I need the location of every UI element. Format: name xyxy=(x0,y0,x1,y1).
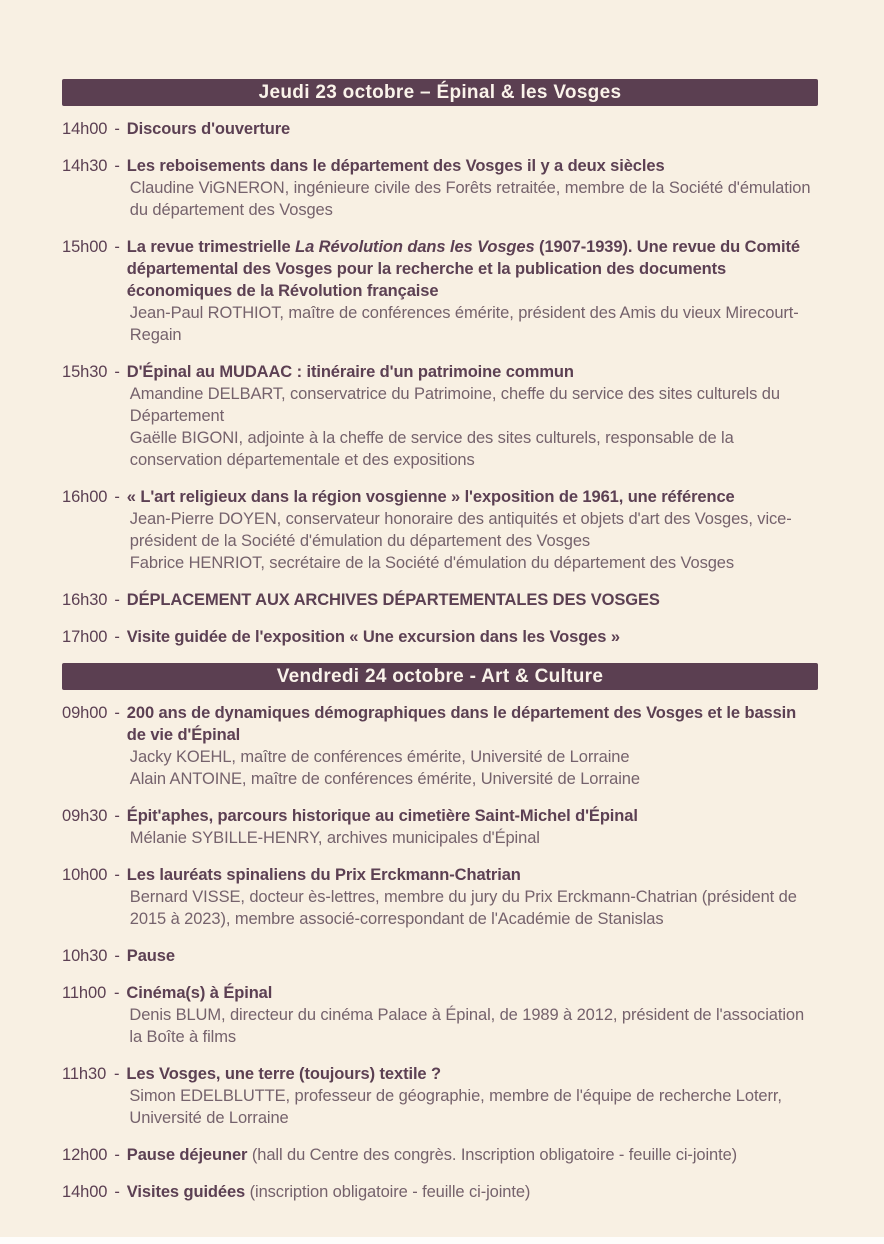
session-title-run: Les reboisements dans le département des Vosges il y a deux siècles xyxy=(126,157,665,175)
item-content xyxy=(127,486,818,574)
session-title-run: Épit'aphes, parcours historique au cimetière Saint-Michel d'Épinal xyxy=(126,807,638,825)
session-title xyxy=(127,155,818,177)
schedule-item xyxy=(62,155,818,221)
session-title xyxy=(127,589,818,611)
session-title xyxy=(127,236,818,302)
time-title-separator: - xyxy=(114,704,120,722)
speaker-line: Simon EDELBLUTTE, professeur de géographie, membre de l'équipe de recherche Loterr, Université de Lorraine xyxy=(129,1087,782,1127)
time-title-separator: - xyxy=(114,238,120,256)
time-title-separator: - xyxy=(114,807,120,825)
day-list xyxy=(62,79,818,1203)
session-title-run: Visites guidées xyxy=(126,1183,246,1201)
time-title-separator: - xyxy=(114,1146,120,1164)
item-content xyxy=(127,361,818,471)
item-content xyxy=(126,1063,818,1129)
schedule-item xyxy=(62,236,818,346)
schedule-item xyxy=(62,626,818,648)
speaker-line: Amandine DELBART, conservatrice du Patrimoine, cheffe du service des sites culturels du Département xyxy=(129,385,780,425)
session-title xyxy=(127,702,818,746)
session-title xyxy=(127,118,818,140)
item-content xyxy=(127,236,818,346)
time-title-separator: - xyxy=(114,120,120,138)
session-title xyxy=(126,982,818,1004)
item-content xyxy=(127,945,818,967)
time-label: 15h00 xyxy=(62,238,108,256)
schedule-item xyxy=(62,1063,818,1129)
item-content xyxy=(126,982,818,1048)
time-title-separator: - xyxy=(114,1183,120,1201)
time-label: 16h30 xyxy=(62,591,108,609)
schedule-item xyxy=(62,1144,818,1166)
day-header-bar: Vendredi 24 octobre - Art & Culture xyxy=(62,663,818,690)
time-label: 16h00 xyxy=(62,488,108,506)
session-title xyxy=(127,626,818,648)
time-label: 11h30 xyxy=(62,1065,107,1083)
session-title-run: D'Épinal au MUDAAC : itinéraire d'un patrimoine commun xyxy=(126,363,574,381)
time-label: 15h30 xyxy=(62,363,108,381)
session-title-run: 200 ans de dynamiques démographiques dans le département des Vosges et le bassin de vie d'Épinal xyxy=(126,704,797,744)
item-content xyxy=(127,626,818,648)
time-label: 14h00 xyxy=(62,1183,108,1201)
item-content xyxy=(127,864,818,930)
session-title-run: Les Vosges, une terre (toujours) textile ? xyxy=(126,1065,441,1083)
session-title-run: DÉPLACEMENT AUX ARCHIVES DÉPARTEMENTALES DES VOSGES xyxy=(126,591,660,609)
schedule-item xyxy=(62,1181,818,1203)
time-label: 14h00 xyxy=(62,120,108,138)
day-section xyxy=(62,79,818,648)
time-label: 10h00 xyxy=(62,866,108,884)
speaker-line: Claudine ViGNERON, ingénieure civile des Forêts retraitée, membre de la Société d'émulation du département des Vosges xyxy=(129,179,811,219)
time-title-separator: - xyxy=(114,866,120,884)
schedule-item xyxy=(62,118,818,140)
time-label: 12h00 xyxy=(62,1146,108,1164)
time-title-separator: - xyxy=(114,157,120,175)
item-content xyxy=(127,155,818,221)
item-content xyxy=(127,702,818,790)
time-label: 09h00 xyxy=(62,704,108,722)
speaker-line: Bernard VISSE, docteur ès-lettres, membre du jury du Prix Erckmann-Chatrian (président de 2015 à 2023), membre associé-correspondant de l'Académie de Stanislas xyxy=(129,888,797,928)
page-bottom-edge xyxy=(0,1237,884,1244)
session-title xyxy=(127,1181,818,1203)
session-title-run: Discours d'ouverture xyxy=(126,120,291,138)
session-title xyxy=(127,361,818,383)
time-label: 10h30 xyxy=(62,947,108,965)
item-content xyxy=(127,589,818,611)
time-label: 14h30 xyxy=(62,157,108,175)
session-title-run: Cinéma(s) à Épinal xyxy=(126,984,273,1002)
day-section xyxy=(62,663,818,1203)
session-title xyxy=(126,1063,818,1085)
session-title-run: La Révolution dans les Vosges xyxy=(295,238,535,256)
day-header-bar: Jeudi 23 octobre – Épinal & les Vosges xyxy=(62,79,818,106)
time-title-separator: - xyxy=(114,591,120,609)
session-title-run: La revue trimestrielle xyxy=(126,238,296,256)
session-title-run: Pause déjeuner xyxy=(126,1146,248,1164)
schedule-item xyxy=(62,805,818,849)
session-title-run: « L'art religieux dans la région vosgienne » l'exposition de 1961, une référence xyxy=(126,488,735,506)
item-content xyxy=(127,118,818,140)
time-title-separator: - xyxy=(114,488,120,506)
speaker-line: Jacky KOEHL, maître de conférences émérite, Université de Lorraine xyxy=(129,748,630,766)
conference-program xyxy=(62,79,818,1218)
session-title-run: (inscription obligatoire - feuille ci-jointe) xyxy=(245,1183,531,1201)
schedule-item xyxy=(62,702,818,790)
session-title-run: Visite guidée de l'exposition « Une excursion dans les Vosges » xyxy=(126,628,620,646)
speaker-line: Mélanie SYBILLE-HENRY, archives municipales d'Épinal xyxy=(129,829,540,847)
session-title-run: Les lauréats spinaliens du Prix Erckmann-Chatrian xyxy=(126,866,521,884)
session-title xyxy=(127,486,818,508)
session-title xyxy=(127,945,818,967)
schedule-item xyxy=(62,589,818,611)
schedule-item xyxy=(62,982,818,1048)
time-label: 09h30 xyxy=(62,807,108,825)
session-title xyxy=(127,805,818,827)
time-title-separator: - xyxy=(114,1065,120,1083)
time-title-separator: - xyxy=(114,363,120,381)
time-title-separator: - xyxy=(114,947,120,965)
schedule-item xyxy=(62,945,818,967)
session-title-run: (1907-1939). Une revue du Comité départemental des Vosges pour la recherche et la publication des documents économiques de la Révolution française xyxy=(126,238,800,300)
speaker-line: Denis BLUM, directeur du cinéma Palace à Épinal, de 1989 à 2012, président de l'association la Boîte à films xyxy=(129,1006,805,1046)
session-title-run: Pause xyxy=(126,947,175,965)
item-content xyxy=(127,1144,818,1166)
session-title-run: (hall du Centre des congrès. Inscription obligatoire - feuille ci-jointe) xyxy=(247,1146,738,1164)
schedule-item xyxy=(62,864,818,930)
item-content xyxy=(127,805,818,849)
speaker-line: Alain ANTOINE, maître de conférences émérite, Université de Lorraine xyxy=(129,770,640,788)
session-title xyxy=(127,864,818,886)
item-content xyxy=(127,1181,818,1203)
speaker-line: Jean-Pierre DOYEN, conservateur honoraire des antiquités et objets d'art des Vosges, vice-président de la Société d'émulation du département des Vosges xyxy=(129,510,792,550)
speaker-line: Jean-Paul ROTHIOT, maître de conférences émérite, président des Amis du vieux Mirecourt-Regain xyxy=(129,304,799,344)
time-title-separator: - xyxy=(114,984,120,1002)
schedule-item xyxy=(62,361,818,471)
session-title xyxy=(127,1144,818,1166)
speaker-line: Fabrice HENRIOT, secrétaire de la Société d'émulation du département des Vosges xyxy=(129,554,735,572)
schedule-item xyxy=(62,486,818,574)
time-label: 17h00 xyxy=(62,628,108,646)
speaker-line: Gaëlle BIGONI, adjointe à la cheffe de service des sites culturels, responsable de la conservation départementale et des expositions xyxy=(129,429,734,469)
time-title-separator: - xyxy=(114,628,120,646)
time-label: 11h00 xyxy=(62,984,107,1002)
